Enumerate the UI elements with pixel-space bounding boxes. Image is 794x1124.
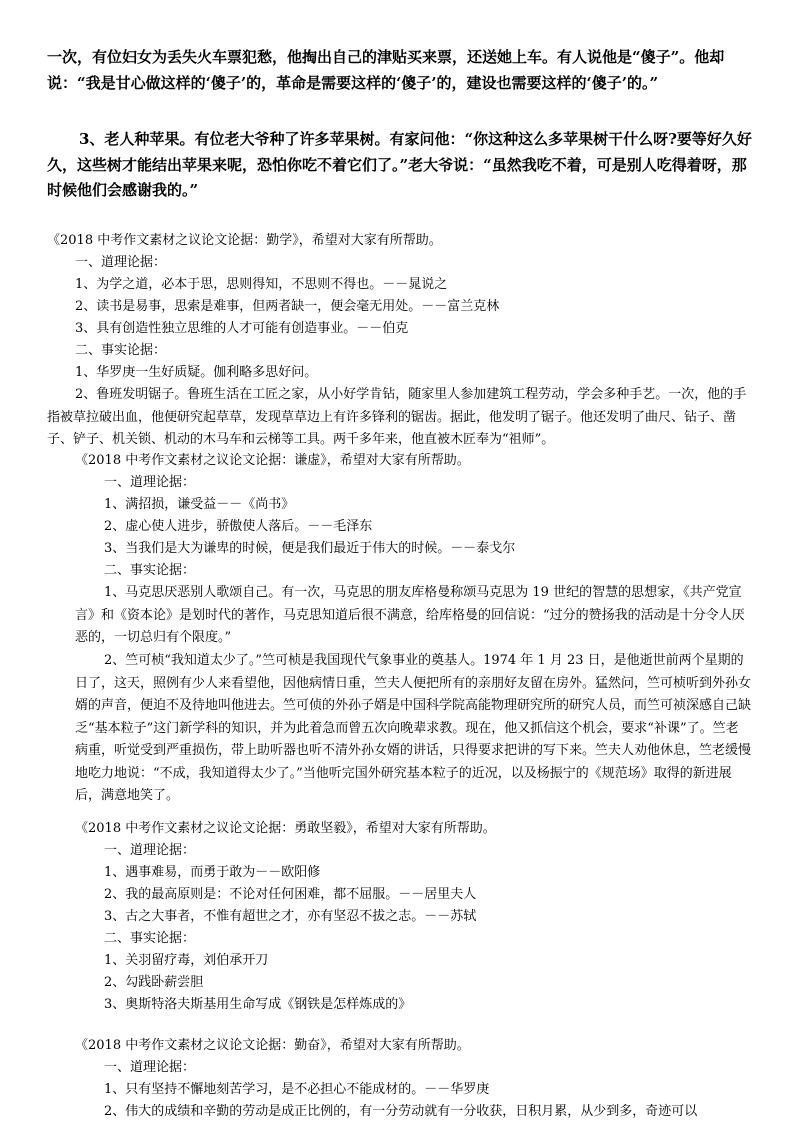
list-item: 2、伟大的成绩和辛勤的劳动是成正比例的，有一分劳动就有一分收获，日积月累，从少到多，奇迹可以 — [104, 1104, 698, 1119]
fact-paragraph: 2、竺可桢“我知道太少了。”竺可桢是我国现代气象事业的奠基人。1974 年 1 月 23 日，是他逝世前两个星期的日了，这天，照例有少人来看望他，因他病情日重，竺夫人便把所有的亲朋好友留在房外。猛然问，竺可桢听到外孙女婿的声音，便迫不及待地叫他进去。竺可侦的外孙子婿是中国科学院高能物理研究所的研究人员，而竺可祯深感自己缺乏“基本粒子”这门新学科的知识，并为此着急而曾五次向晚辈求教。现在，他又抓信这个机会，要求“补课”了。竺老病重，听觉受到严重损伤，带上助听器也听不清外孙女婿的讲话，只得要求把讲的写下来。竺夫人劝他休息，竺老缓慢地吃力地说：“不成，我知道得太少了。”当他听完国外研究基本粒子的近况，以及杨振宁的《规范场》取得的新进展后，满意地笑了。 — [75, 653, 752, 803]
list-item: 2、虚心使人进步，骄傲使人落后。－－毛泽东 — [104, 519, 373, 534]
section-title-qinxue: 《2018 中考作文素材之议论文论据：勤学》，希望对大家有所帮助。 — [47, 233, 442, 248]
fact-paragraph: 2、鲁班发明锯子。鲁班生活在工匠之家，从小好学肯钻，随家里人参加建筑工程劳动，学会多种手艺。一次，他的手指被草拉破出血，他便研究起草草，发现草草边上有许多锋利的锯齿。据此，他发明了锯子。他还发明了曲尺、钻子、凿子、铲子、机关锁、机动的木马车和云梯等工具。两千多年来，他直被木匠奉为“祖师”。 — [47, 387, 747, 447]
list-item: 3、奥斯特洛夫斯基用生命写成《钢铁是怎样炼成的》 — [104, 997, 412, 1012]
heading-fact: 二、事实论据： — [104, 563, 196, 578]
list-item: 1、关羽留疗毒，刘伯承开刀 — [104, 953, 269, 968]
list-item: 1、为学之道，必本于思，思则得知，不思则不得也。－－晁说之 — [75, 277, 448, 292]
section-title-yonggan: 《2018 中考作文素材之议论文论据：勇敢坚毅》，希望对大家有所帮助。 — [75, 821, 496, 836]
heading-reason: 一、道理论据： — [104, 475, 196, 490]
story-paragraph-2: 3、老人种苹果。有位老大爷种了许多苹果树。有家问他：“你这种这么多苹果树干什么呀?要等好久好久，这些树才能结出苹果来呢，恐怕你吃不着它们了。”老大爷说：“虽然我吃不着，可是别人吃得着呀，那时候他们会感谢我的。” — [47, 130, 752, 199]
heading-fact: 二、事实论据： — [75, 343, 167, 358]
list-item: 1、满招损，谦受益－－《尚书》 — [104, 497, 295, 512]
heading-reason: 一、道理论据： — [104, 843, 196, 858]
section-title-qianxu: 《2018 中考作文素材之议论文论据：谦虚》，希望对大家有所帮助。 — [75, 453, 470, 468]
section-title-qinfen: 《2018 中考作文素材之议论文论据：勤奋》，希望对大家有所帮助。 — [75, 1038, 470, 1053]
list-item: 1、遇事难易，而勇于敢为－－欧阳修 — [104, 865, 321, 880]
list-item: 3、古之大事者，不惟有超世之才，亦有坚忍不拔之志。－－苏轼 — [104, 909, 477, 924]
list-item: 3、具有创造性独立思维的人才可能有创造事业。－－伯克 — [75, 321, 409, 336]
list-item: 2、我的最高原则是：不论对任何困难，都不屈服。－－居里夫人 — [104, 887, 477, 902]
list-item: 1、只有坚持不懈地刻苦学习，是不必担心不能成材的。－－华罗庚 — [104, 1082, 490, 1097]
heading-fact: 二、事实论据： — [104, 931, 196, 946]
list-item: 2、读书是易事，思索是难事，但两者缺一，便会毫无用处。－－富兰克林 — [75, 299, 500, 314]
list-item: 1、华罗庚一生好质疑。伽利略多思好问。 — [75, 365, 318, 380]
list-item: 3、当我们是大为谦卑的时候，便是我们最近于伟大的时候。－－泰戈尔 — [104, 541, 516, 556]
heading-reason: 一、道理论据： — [104, 1060, 196, 1075]
heading-reason: 一、道理论据： — [75, 255, 167, 270]
fact-paragraph: 1、马克思厌恶别人歌颂自己。有一次，马克思的朋友库格曼称颂马克思为 19 世纪的智慧的思想家，《共产党宣言》和《资本论》是划时代的著作，马克思知道后很不满意，给库格曼的回信说：“过分的赞扬我的活动是十分令人厌恶的，一切总归有个限度。” — [75, 585, 745, 645]
story-paragraph-1: 一次，有位妇女为丢失火车票犯愁，他掏出自己的津贴买来票，还送她上车。有人说他是“傻子”。他却说：“我是甘心做这样的‘傻子’的，革命是需要这样的‘傻子’的，建设也需要这样的‘傻子’的。” — [47, 48, 725, 92]
list-item: 2、勾践卧薪尝胆 — [104, 975, 204, 990]
